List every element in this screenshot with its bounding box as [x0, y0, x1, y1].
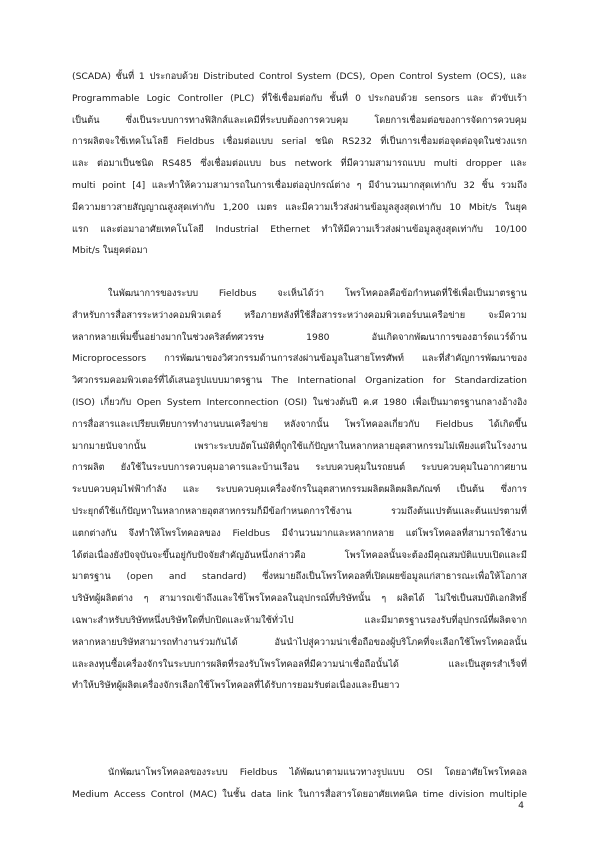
text-line: ระบบควบคุมไฟฟ้ากำลัง และ ระบบควบคุมเครื่องจักรในอุตสาหกรรมผลิตผลิตผลิตภัณฑ์ เป็นต้น ซึ่งการ — [72, 484, 527, 496]
text-line: นักพัฒนาโพรโทคอลของระบบ Fieldbus ได้พัฒนาตามแนวทางรูปแบบ OSI โดยอาศัยโพรโทคอล — [108, 767, 527, 778]
paragraph-fieldbus-protocols — [72, 283, 527, 697]
text-line: หลากหลายเพิ่มขึ้นอย่างมากในช่วงคริสต์ทศวรรษ 1980 อันเกิดจากพัฒนาการของฮาร์ดแวร์ด้าน — [72, 331, 527, 343]
text-line: เป็นต้น ซึ่งเป็นระบบการทางฟิสิกส์และเคมีที่ระบบต้องการควบคุม โดยการเชื่อมต่อของการจัดการควบคุม — [72, 114, 527, 126]
page-number: 4 — [518, 800, 524, 811]
text-line: Mbit/s ในยุคต่อมา — [72, 245, 148, 257]
text-line: วิศวกรรมคอมพิวเตอร์ที่ได้เสนอรูปแบบมาตรฐาน The International Organization for Standardization — [72, 375, 527, 387]
text-line: และ ต่อมาเป็นชนิด RS485 ซึ่งเชื่อมต่อแบบ bus network ที่มีความสามารถแบบ multi dropper และ — [72, 158, 527, 170]
text-line: ในพัฒนาการของระบบ Fieldbus จะเห็นได้ว่า โพรโทคอลคือข้อกำหนดที่ใช้เพื่อเป็นมาตรฐาน — [108, 288, 527, 299]
text-line: ได้ต่อเนื่องยังปัจจุบันจะขึ้นอยู่กับปัจจัยสำคัญอันหนึ่งกล่าวคือ โพรโทคอลนั้นจะต้องมีคุณสมบัติแบบเปิดและมี — [72, 549, 527, 561]
text-line: Medium Access Control (MAC) ในชั้น data link ในการสื่อสารโดยอาศัยเทคนิค time division multiple — [72, 788, 527, 800]
text-line: สำหรับการสื่อสารระหว่างคอมพิวเตอร์ หรือภายหลังที่ใช้สื่อสารระหว่างคอมพิวเตอร์บนเครือข่าย จะมีความ — [72, 309, 527, 321]
text-line: ทำให้บริษัทผู้ผลิตเครื่องจักรเลือกใช้โพรโทคอลที่ได้รับการยอมรับต่อเนื่องและยืนยาว — [72, 680, 400, 692]
text-line: multi point [4] และทำให้ความสามารถในการเชื่อมต่ออุปกรณ์ต่าง ๆ มีจำนวนมากสุดเท่ากับ 32 ชิ้น รวมถึง — [72, 179, 527, 191]
text-line: มีความยาวสายสัญญาณสูงสุดเท่ากับ 1,200 เมตร และมีความเร็วส่งผ่านข้อมูลสูงสุดเท่ากับ 10 Mbit/s ในยุค — [72, 201, 527, 213]
text-line: มาตรฐาน (open and standard) ซึ่งหมายถึงเป็นโพรโทคอลที่เปิดเผยข้อมูลแก่สาธารณะเพื่อให้โอกาส — [72, 571, 527, 583]
text-line: การผลิต ยังใช้ในระบบการควบคุมอาคารและบ้านเรือน ระบบควบคุมในรถยนต์ ระบบควบคุมในอากาศยาน — [72, 462, 527, 474]
text-line: Microprocessors การพัฒนาของวิศวกรรมด้านการส่งผ่านข้อมูลในสายโทรศัพท์ และที่สำคัญการพัฒนาของ — [72, 353, 527, 365]
paragraph-scada-fieldbus — [72, 66, 527, 262]
text-line: การผลิตจะใช้เทคโนโลยี Fieldbus เชื่อมต่อแบบ serial ชนิด RS232 ที่เป็นการเชื่อมต่อจุดต่อจุดในช่วงแรก — [72, 136, 527, 148]
text-line: (ISO) เกี่ยวกับ Open System Interconnection (OSI) ในช่วงต้นปี ค.ศ 1980 เพื่อเป็นมาตรฐานกลางอ้างอิง — [72, 396, 527, 408]
text-line: การสื่อสารและเปรียบเทียบการทำงานบนเครือข่าย หลังจากนั้น โพรโทคอลเกี่ยวกับ Fieldbus ได้เกิดขึ้น — [72, 418, 527, 430]
text-line: และลงทุนซื้อเครื่องจักรในระบบการผลิตที่รองรับโพรโทคอลที่มีความน่าเชื่อถือนั้นได้ และเป็นสูตรสำเร็จที่ — [72, 658, 527, 670]
text-line: Programmable Logic Controller (PLC) ที่ใช้เชื่อมต่อกับ ชั้นที่ 0 ประกอบด้วย sensors และ ตัวขับเร้า — [72, 92, 527, 104]
text-line: เฉพาะสำหรับบริษัทหนึ่งบริษัทใดที่ปกปิดและห้ามใช้ทั่วไป และมีมาตรฐานรองรับที่อุปกรณ์ที่ผลิตจาก — [72, 614, 527, 626]
text-line: มากมายนับจากนั้น เพราะระบบอัตโนมัติที่ถูกใช้แก้ปัญหาในหลากหลายอุตสาหกรรมไม่เพียงแต่ในโรงงาน — [72, 440, 527, 452]
text-line: แรก และต่อมาอาศัยเทคโนโลยี Industrial Ethernet ทำให้มีความเร็วส่งผ่านข้อมูลสูงสุดเท่ากับ 10/100 — [72, 223, 527, 235]
text-line: หลากหลายบริษัทสามารถทำงานร่วมกันได้ อันนำไปสู่ความน่าเชื่อถือของผู้บริโภคที่จะเลือกใช้โพรโทคอลนั้น — [72, 636, 527, 648]
paragraph-osi-mac — [72, 762, 527, 806]
text-line: บริษัทผู้ผลิตต่าง ๆ สามารถเข้าถึงและใช้โพรโทคอลในอุปกรณ์ที่บริษัทนั้น ๆ ผลิตได้ ไม่ใช่เป็นสมบัติเอกสิทธิ์ — [72, 593, 527, 605]
text-line: ประยุกต์ใช้แก้ปัญหาในหลากหลายอุตสาหกรรมก็มีข้อกำหนดการใช้งาน รวมถึงต้นแปรต้นและต้นแปรตามที่ — [72, 505, 527, 517]
text-line: แตกต่างกัน จึงทำให้โพรโทคอลของ Fieldbus มีจำนวนมากและหลากหลาย แต่โพรโทคอลที่สามารถใช้งาน — [72, 527, 527, 539]
text-line: (SCADA) ชั้นที่ 1 ประกอบด้วย Distributed Control System (DCS), Open Control System (OCS), และ — [72, 71, 527, 82]
